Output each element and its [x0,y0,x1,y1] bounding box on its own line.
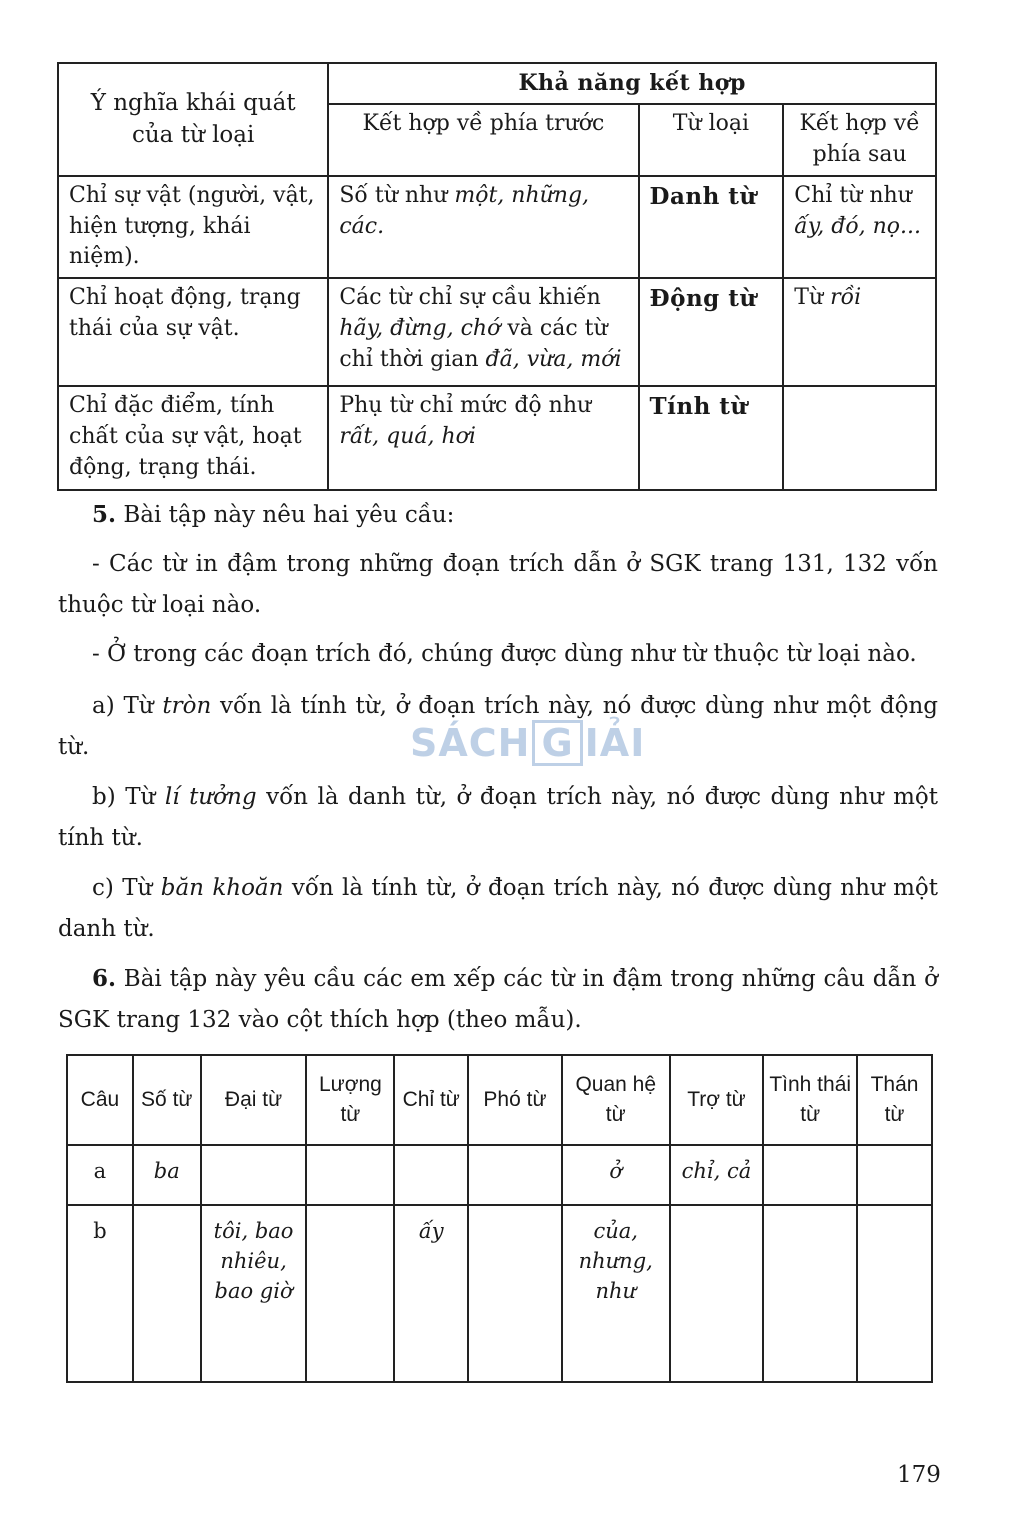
row-a-cell [468,1145,562,1205]
ex5-requirement-1: - Các từ in đậm trong những đoạn trích dẫn ở SGK trang 131, 132 vốn thuộc từ loại nào. [58,551,938,618]
header-after: Kết hợp về phía sau [783,104,936,176]
row-a-cell: chỉ, cả [670,1145,764,1205]
row2-after: Từ rồi [783,278,936,386]
col-cau: Câu [67,1055,133,1145]
header-combination: Khả năng kết hợp [328,63,936,104]
row-b-cell [133,1205,201,1382]
col-luong-tu: Lượng từ [306,1055,394,1145]
ex5-item-b: b) Từ lí tưởng vốn là danh từ, ở đoạn trích này, nó được dùng như một tính từ. [58,784,938,851]
word-class-table [57,62,937,491]
row3-after [783,386,936,490]
col-dai-tu: Đại từ [201,1055,307,1145]
table-row [58,386,936,490]
row-b-cell: ấy [394,1205,468,1382]
col-tinh-thai-tu: Tình thái từ [763,1055,857,1145]
row-a-cell [394,1145,468,1205]
row2-before: Các từ chỉ sự cầu khiến hãy, đừng, chớ và các từ chỉ thời gian đã, vừa, mới [328,278,638,386]
ex5-item-a: a) Từ tròn vốn là tính từ, ở đoạn trích này, nó được dùng như một động từ. [58,693,938,760]
row-a-cell: ba [133,1145,201,1205]
table-row [58,278,936,386]
header-row [67,1055,932,1145]
col-than-tu: Thán từ [857,1055,932,1145]
row1-after: Chỉ từ như ấy, đó, nọ... [783,176,936,278]
row3-meaning: Chỉ đặc điểm, tính chất của sự vật, hoạt động, trạng thái. [58,386,328,490]
table-row [67,1145,932,1205]
row1-meaning: Chỉ sự vật (người, vật, hiện tượng, khái niệm). [58,176,328,278]
row-b-cell: tôi, bao nhiêu, bao giờ [201,1205,307,1382]
row-b-cell [468,1205,562,1382]
table-row [58,176,936,278]
row2-meaning: Chỉ hoạt động, trạng thái của sự vật. [58,278,328,386]
table-row [67,1205,932,1382]
row-b-label: b [67,1205,133,1382]
ex5-item-c: c) Từ băn khoăn vốn là tính từ, ở đoạn trích này, nó được dùng như một danh từ. [58,875,938,942]
row2-word-class: Động từ [639,278,784,386]
row1-before: Số từ như một, những, các. [328,176,638,278]
ex6-text: 6. Bài tập này yêu cầu các em xếp các từ in đậm trong những câu dẫn ở SGK trang 132 vào cột thích hợp (theo mẫu). [58,965,938,1033]
col-pho-tu: Phó từ [468,1055,562,1145]
page-number: 179 [897,1462,941,1488]
watermark-logo: SÁCH G IẢI [410,721,646,765]
row-b-cell: của, nhưng, như [562,1205,670,1382]
col-tro-tu: Trợ từ [670,1055,764,1145]
word-sort-table [66,1054,933,1383]
row3-before: Phụ từ chỉ mức độ như rất, quá, hơi [328,386,638,490]
col-quan-he-tu: Quan hệ từ [562,1055,670,1145]
header-before: Kết hợp về phía trước [328,104,638,176]
ex5-requirement-2: - Ở trong các đoạn trích đó, chúng được dùng như từ thuộc từ loại nào. [92,641,917,667]
row-a-cell [306,1145,394,1205]
row1-word-class: Danh từ [639,176,784,278]
row-b-cell [857,1205,932,1382]
row-a-cell [763,1145,857,1205]
row-a-cell [857,1145,932,1205]
col-chi-tu: Chỉ từ [394,1055,468,1145]
row-a-cell [201,1145,307,1205]
header-word-class: Từ loại [639,104,784,176]
row-a-label: a [67,1145,133,1205]
row3-word-class: Tính từ [639,386,784,490]
row-b-cell [763,1205,857,1382]
row-b-cell [670,1205,764,1382]
ex5-intro: 5. Bài tập này nêu hai yêu cầu: [92,501,455,528]
col-so-tu: Số từ [133,1055,201,1145]
row-b-cell [306,1205,394,1382]
row-a-cell: ở [562,1145,670,1205]
header-meaning: Ý nghĩa khái quát của từ loại [58,63,328,176]
